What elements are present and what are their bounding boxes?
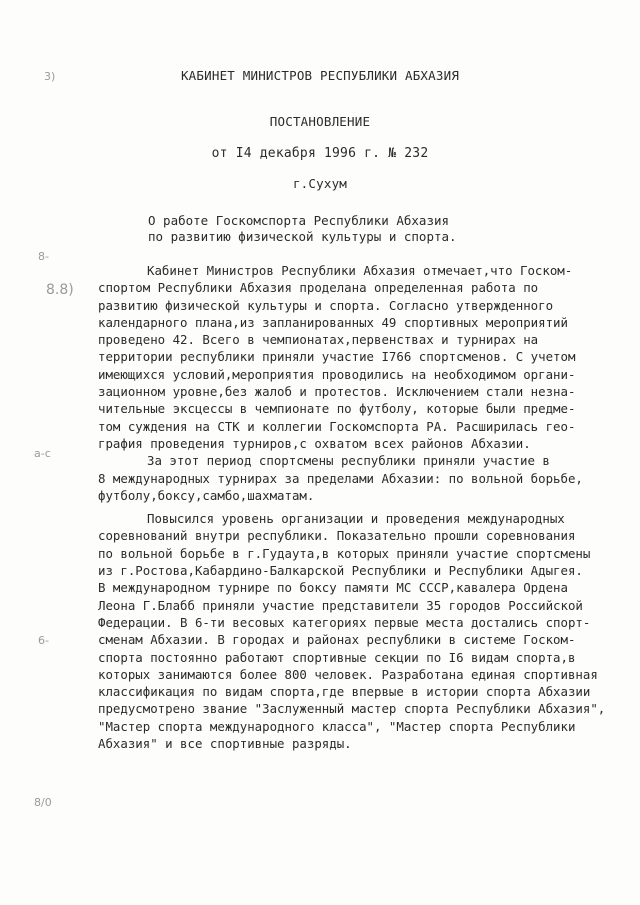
body-line: по вольной борьбе в г.Гудаута,в которых приняли участие спортсмены	[98, 545, 591, 561]
body-line: сменам Абхазии. В городах и районах республики в системе Госком-	[98, 632, 576, 648]
body-line: зационном уровне,без жалоб и протестов. Исключением стали незна-	[98, 384, 576, 400]
document-type: ПОСТАНОВЛЕНИЕ	[269, 114, 371, 129]
body-line: Кабинет Министров Республики Абхазия отмечает,что Госком-	[147, 263, 573, 278]
body-line: чительные эксцессы в чемпионате по футболу, которые были предме-	[98, 401, 576, 417]
body-line: спортом Республики Абхазия проделана определенная работа по	[98, 280, 539, 296]
margin-mark: 8/0	[34, 796, 52, 809]
body-line: графия проведения турниров,с охватом всех районов Абхазии.	[98, 435, 531, 451]
subject-line: О работе Госкомспорта Республики Абхазия	[148, 213, 450, 228]
date-number: от I4 декабря 1996 г. № 232	[211, 146, 429, 161]
body-line: футболу,боксу,самбо,шахматам.	[98, 487, 315, 503]
body-line: спорта постоянно работают спортивные секции по I6 видам спорта,в	[98, 649, 576, 665]
margin-mark: 3)	[44, 70, 56, 83]
body-line: Абхазия" и все спортивные разряды.	[98, 736, 352, 752]
body-line: том суждения на СТК и коллегии Госкомспорта РА. Расширилась гео-	[98, 418, 576, 434]
margin-mark: 6-	[38, 634, 49, 647]
body-line: территории республики приняли участие I766 спортсменов. С учетом	[98, 349, 576, 365]
city: г.Сухум	[292, 176, 348, 191]
body-line: которых занимаются более 800 человек. Разработана единая спортивная	[98, 666, 598, 682]
document-body	[98, 262, 628, 752]
body-line: предусмотрено звание "Заслуженный мастер спорта Республики Абхазия",	[98, 701, 606, 717]
body-line: Повысился уровень организации и проведения международных	[147, 511, 565, 527]
cabinet-heading: КАБИНЕТ МИНИСТРОВ РЕСПУБЛИКИ АБХАЗИЯ	[180, 68, 460, 83]
margin-mark: а-с	[34, 447, 51, 460]
body-line: Федерации. В 6-ти весовых категориях первые места достались спорт-	[98, 614, 591, 630]
body-line: В международном турнире по боксу памяти МС СССР,кавалера Ордена	[98, 580, 568, 596]
body-line: классификация по видам спорта,где впервые в истории спорта Абхазии	[98, 684, 591, 700]
body-line: "Мастер спорта международного класса", "Мастер спорта Республики	[98, 718, 576, 734]
body-line: проведено 42. Всего в чемпионатах,первенствах и турнирах на	[98, 332, 539, 348]
margin-mark: 8-	[38, 250, 49, 263]
subject	[148, 213, 568, 245]
subject-line: по развитию физической культуры и спорта.	[148, 229, 457, 244]
body-line: из г.Ростова,Кабардино-Балкарской Республики и Республики Адыгея.	[98, 563, 583, 579]
body-line: Леона Г.Блабб приняли участие представители 35 городов Российской	[98, 597, 583, 613]
body-line: соревнований внутри республики. Показательно прошли соревнования	[98, 528, 576, 544]
body-line: За этот период спортсмены республики приняли участие в	[147, 453, 550, 469]
body-line: календарного плана,из запланированных 49 спортивных мероприятий	[98, 314, 568, 330]
body-line: развитию физической культуры и спорта. Согласно утвержденного	[98, 297, 554, 313]
margin-mark: 8.8)	[46, 282, 74, 298]
body-line: имеющихся условий,мероприятия проводились на необходимом органи-	[98, 366, 576, 382]
body-line: 8 международных турнирах за пределами Абхазии: по вольной борьбе,	[98, 470, 583, 486]
